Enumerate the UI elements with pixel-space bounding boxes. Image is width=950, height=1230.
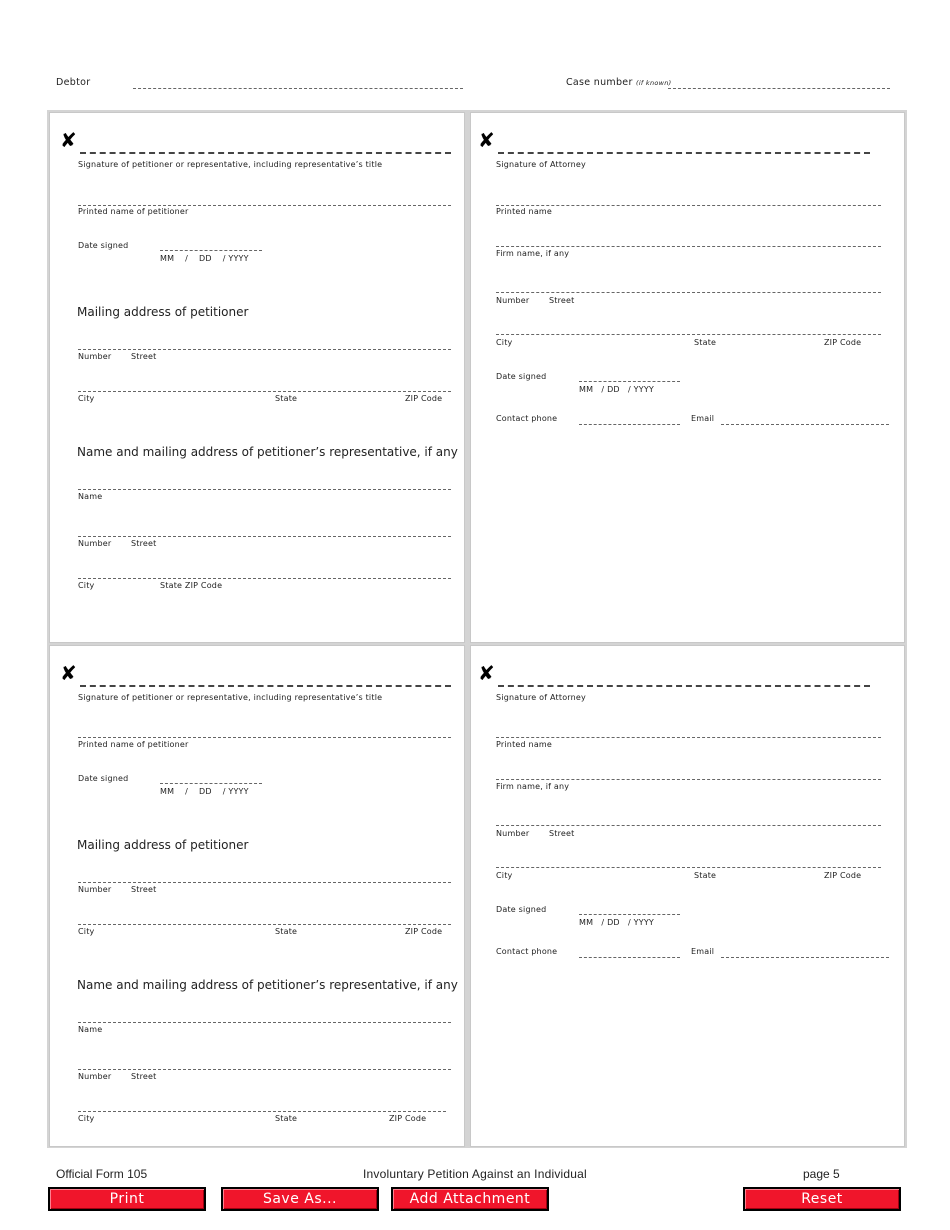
petitioner-signature-field[interactable]	[80, 152, 451, 154]
date-signed-label: Date signed	[78, 774, 129, 783]
printed-name-label: Printed name of petitioner	[78, 740, 189, 749]
attorney-street-field[interactable]	[496, 292, 881, 293]
reset-button[interactable]: Reset	[743, 1187, 901, 1211]
city-label: City	[78, 1114, 95, 1123]
date-format-label: MM / DD / YYYY	[160, 787, 249, 796]
rep-city-field[interactable]	[78, 578, 451, 579]
signature-x-icon: ✘	[60, 128, 77, 152]
attorney-signature-field[interactable]	[498, 152, 870, 154]
attorney-panel-2	[470, 645, 905, 1147]
rep-name-field[interactable]	[78, 1022, 451, 1023]
firm-label: Firm name, if any	[496, 249, 570, 258]
date-format-label: MM / DD / YYYY	[160, 254, 249, 263]
street-label: Street	[131, 885, 157, 894]
attorney-date-field[interactable]	[579, 381, 680, 382]
city-label: City	[496, 338, 513, 347]
rep-city-field[interactable]	[78, 1111, 446, 1112]
printed-name-field[interactable]	[78, 737, 451, 738]
attorney-printed-name-field[interactable]	[496, 205, 881, 206]
attorney-printed-name-field[interactable]	[496, 737, 881, 738]
printed-name-label: Printed name	[496, 740, 553, 749]
number-label: Number	[78, 885, 112, 894]
number-label: Number	[496, 296, 530, 305]
case-number-label: Case number (if known)	[566, 77, 672, 88]
name-label: Name	[78, 492, 103, 501]
email-label: Email	[691, 414, 715, 423]
state-label: State	[275, 1114, 298, 1123]
attorney-date-field[interactable]	[579, 914, 680, 915]
phone-field[interactable]	[579, 957, 680, 958]
number-label: Number	[496, 829, 530, 838]
rep-name-field[interactable]	[78, 489, 451, 490]
attorney-signature-field[interactable]	[498, 685, 870, 687]
phone-label: Contact phone	[496, 414, 558, 423]
date-signed-label: Date signed	[496, 372, 547, 381]
petitioner-signature-field[interactable]	[80, 685, 451, 687]
petitioner-panel-2	[49, 645, 465, 1147]
printed-name-label: Printed name	[496, 207, 553, 216]
zip-label: ZIP Code	[824, 871, 862, 880]
date-format-label: MM / DD / YYYY	[579, 385, 655, 394]
email-label: Email	[691, 947, 715, 956]
zip-label: ZIP Code	[389, 1114, 427, 1123]
state-label: State	[275, 927, 298, 936]
zip-label: ZIP Code	[824, 338, 862, 347]
city-state-zip-field[interactable]	[78, 924, 451, 925]
sig-label: Signature of petitioner or representative, including representative’s title	[78, 693, 383, 702]
case-number-field[interactable]	[668, 88, 890, 89]
street-label: Street	[549, 296, 575, 305]
number-label: Number	[78, 1072, 112, 1081]
attorney-sig-label: Signature of Attorney	[496, 693, 586, 702]
date-signed-field[interactable]	[160, 783, 262, 784]
firm-label: Firm name, if any	[496, 782, 570, 791]
date-signed-field[interactable]	[160, 250, 262, 251]
rep-heading: Name and mailing address of petitioner’s representative, if any	[77, 978, 458, 992]
printed-name-field[interactable]	[78, 205, 451, 206]
zip-label: ZIP Code	[405, 394, 443, 403]
street-field[interactable]	[78, 349, 451, 350]
attorney-sig-label: Signature of Attorney	[496, 160, 586, 169]
form-title: Involuntary Petition Against an Individual	[363, 1167, 587, 1181]
firm-name-field[interactable]	[496, 779, 881, 780]
debtor-label: Debtor	[56, 77, 91, 88]
firm-name-field[interactable]	[496, 246, 881, 247]
signature-x-icon: ✘	[478, 661, 495, 685]
attorney-city-field[interactable]	[496, 334, 881, 335]
petitioner-panel-1	[49, 112, 465, 643]
save-as-button[interactable]: Save As...	[221, 1187, 379, 1211]
state-label: State	[275, 394, 298, 403]
attorney-street-field[interactable]	[496, 825, 881, 826]
printed-name-label: Printed name of petitioner	[78, 207, 189, 216]
signature-x-icon: ✘	[478, 128, 495, 152]
case-number-note: (if known)	[635, 79, 672, 87]
street-label: Street	[131, 539, 157, 548]
print-button[interactable]: Print	[48, 1187, 206, 1211]
city-label: City	[496, 871, 513, 880]
page-number: page 5	[803, 1167, 840, 1181]
zip-label: ZIP Code	[405, 927, 443, 936]
city-label: City	[78, 581, 95, 590]
city-state-zip-field[interactable]	[78, 391, 451, 392]
date-signed-label: Date signed	[496, 905, 547, 914]
mailing-heading: Mailing address of petitioner	[77, 305, 249, 319]
email-field[interactable]	[721, 424, 889, 425]
street-label: Street	[549, 829, 575, 838]
street-field[interactable]	[78, 882, 451, 883]
add-attachment-button[interactable]: Add Attachment	[391, 1187, 549, 1211]
signature-x-icon: ✘	[60, 661, 77, 685]
mailing-heading: Mailing address of petitioner	[77, 838, 249, 852]
state-label: State	[694, 871, 717, 880]
number-label: Number	[78, 352, 112, 361]
name-label: Name	[78, 1025, 103, 1034]
rep-heading: Name and mailing address of petitioner’s representative, if any	[77, 445, 458, 459]
email-field[interactable]	[721, 957, 889, 958]
debtor-name-field[interactable]	[133, 88, 463, 89]
form-name: Official Form 105	[56, 1167, 148, 1181]
number-label: Number	[78, 539, 112, 548]
attorney-city-field[interactable]	[496, 867, 881, 868]
rep-street-field[interactable]	[78, 1069, 451, 1070]
date-signed-label: Date signed	[78, 241, 129, 250]
rep-street-field[interactable]	[78, 536, 451, 537]
city-label: City	[78, 927, 95, 936]
phone-field[interactable]	[579, 424, 680, 425]
street-label: Street	[131, 352, 157, 361]
phone-label: Contact phone	[496, 947, 558, 956]
date-format-label: MM / DD / YYYY	[579, 918, 655, 927]
street-label: Street	[131, 1072, 157, 1081]
state-zip-label: State ZIP Code	[160, 581, 223, 590]
city-label: City	[78, 394, 95, 403]
state-label: State	[694, 338, 717, 347]
sig-label: Signature of petitioner or representative, including representative’s title	[78, 160, 383, 169]
